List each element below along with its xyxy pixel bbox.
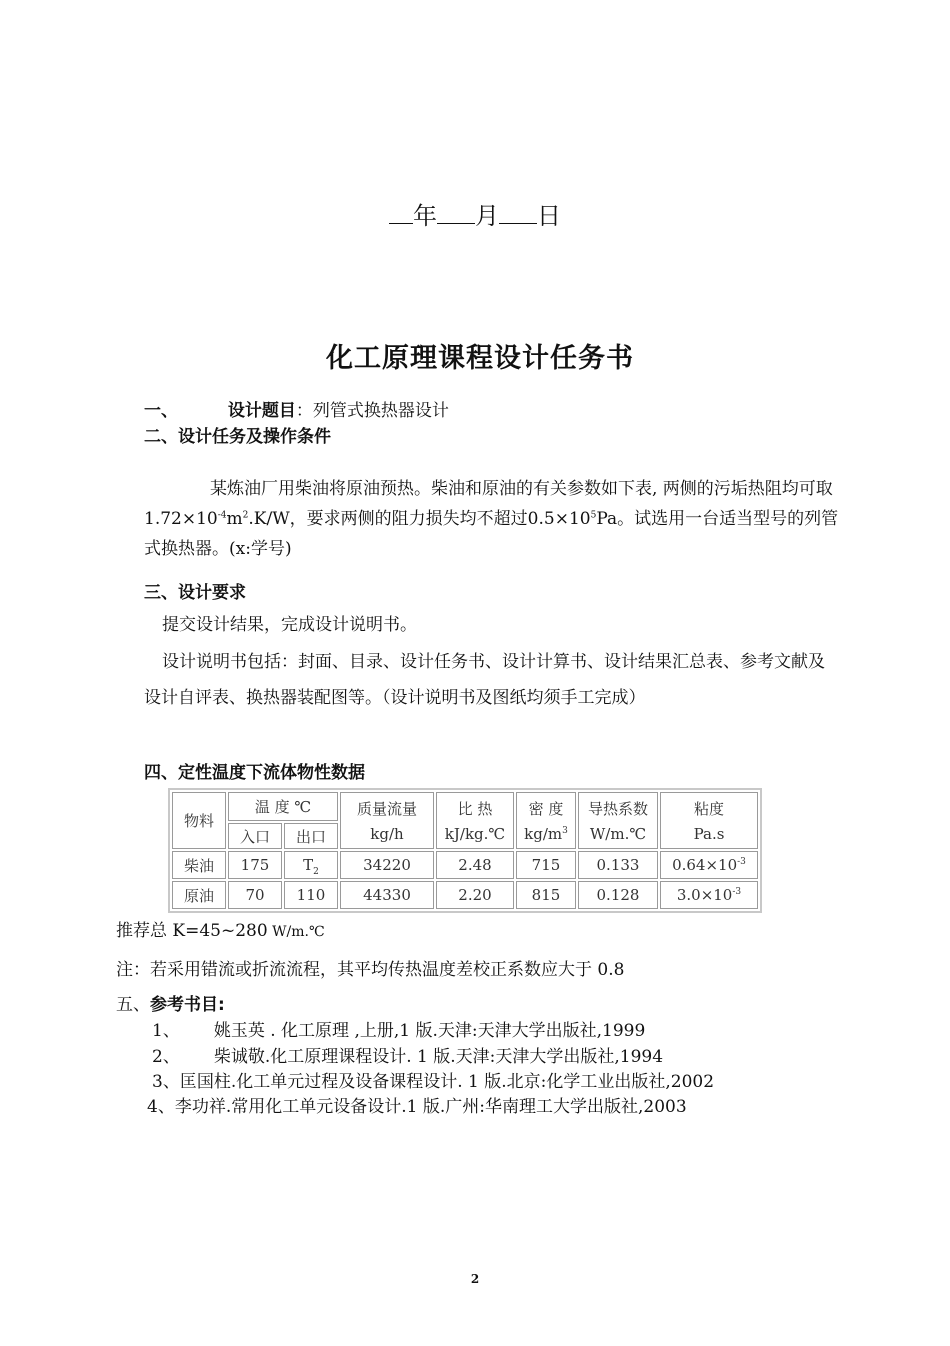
cell-heat: 2.48	[436, 851, 514, 879]
year-blank	[389, 199, 413, 224]
section-1-label: 设计题目	[227, 401, 296, 421]
section-1-value: 列管式换热器设计	[312, 401, 449, 421]
page-number: 2	[470, 1272, 480, 1286]
cell-viscosity: $3.0\times 10^{-3}$	[660, 881, 758, 909]
header-outlet: 出口	[284, 823, 338, 849]
cell-density: 715	[516, 851, 576, 879]
reference-item: 1、 姚玉英 . 化工原理 ,上册,1 版.天津:天津大学出版社,1999	[152, 1021, 646, 1041]
header-flow: 质量流量 kg/h	[340, 792, 434, 849]
reference-item: 2、 柴诚敬.化工原理课程设计. 1 版.天津:天津大学出版社,1994	[152, 1047, 664, 1067]
section-3-line-2: 设计说明书包括：封面、目录、设计任务书、设计计算书、设计结果汇总表、参考文献及设计自评表、换热器装配图等。（设计说明书及图纸均须手工完成）	[144, 652, 825, 708]
properties-table	[168, 788, 762, 913]
table-row	[172, 851, 758, 879]
header-inlet: 入口	[228, 823, 282, 849]
section-1-number: 一、	[144, 401, 178, 421]
section-1-colon: ：	[295, 401, 313, 421]
section-3-line-1: 提交设计结果，完成设计说明书。	[162, 615, 417, 635]
table-row	[172, 881, 758, 909]
section-2-paragraph: 某炼油厂用柴油将原油预热。柴油和原油的有关参数如下表, 两侧的污垢热阻均可取$1.72\times 10^{-4}m^2.K/W$，要求两侧的阻力损失均不超过$0.5\times 10^5Pa$。试选用一台适当型号的列管式换热器。(x:学号)	[144, 479, 839, 559]
section-4-heading: 四、定性温度下流体物性数据	[144, 763, 365, 783]
cell-heat: 2.20	[436, 881, 514, 909]
header-viscosity: 粘度 Pa.s	[660, 792, 758, 849]
day-label: 日	[537, 202, 561, 230]
cell-material: 原油	[172, 881, 226, 909]
section-3-heading: 三、设计要求	[144, 583, 246, 603]
month-label: 月	[475, 202, 499, 230]
month-blank	[437, 199, 475, 224]
cell-outlet: 110	[284, 881, 338, 909]
recommend-line: 推荐总 K=45~280 W/m.℃	[116, 921, 325, 941]
header-temperature: 温 度 ℃	[228, 792, 338, 821]
cell-conductivity: 0.133	[578, 851, 658, 879]
cell-flow: 34220	[340, 851, 434, 879]
section-5-heading: 五、参考书目:	[116, 995, 225, 1015]
cell-flow: 44330	[340, 881, 434, 909]
section-2-heading: 二、设计任务及操作条件	[144, 427, 331, 447]
header-density: 密 度 $kg/m^3$	[516, 792, 576, 849]
cell-inlet: 175	[228, 851, 282, 879]
cell-conductivity: 0.128	[578, 881, 658, 909]
cell-outlet: $T_2$	[284, 851, 338, 879]
table-header-row	[172, 792, 758, 821]
header-material: 物料	[172, 792, 226, 849]
year-label: 年	[413, 202, 437, 230]
cell-inlet: 70	[228, 881, 282, 909]
note-line: 注：若采用错流或折流流程，其平均传热温度差校正系数应大于 0.8	[116, 960, 625, 980]
section-1	[144, 396, 449, 421]
cell-density: 815	[516, 881, 576, 909]
day-blank	[499, 199, 537, 224]
cell-material: 柴油	[172, 851, 226, 879]
reference-item: 4、李功祥.常用化工单元设备设计.1 版.广州:华南理工大学出版社,2003	[147, 1097, 687, 1117]
reference-item: 3、匡国柱.化工单元过程及设备课程设计. 1 版.北京:化学工业出版社,2002	[152, 1072, 715, 1092]
date-line	[0, 196, 950, 231]
header-conductivity: 导热系数 W/m.℃	[578, 792, 658, 849]
document-title: 化工原理课程设计任务书	[326, 343, 634, 374]
cell-viscosity: $0.64\times 10^{-3}$	[660, 851, 758, 879]
header-heat: 比 热 kJ/kg.℃	[436, 792, 514, 849]
